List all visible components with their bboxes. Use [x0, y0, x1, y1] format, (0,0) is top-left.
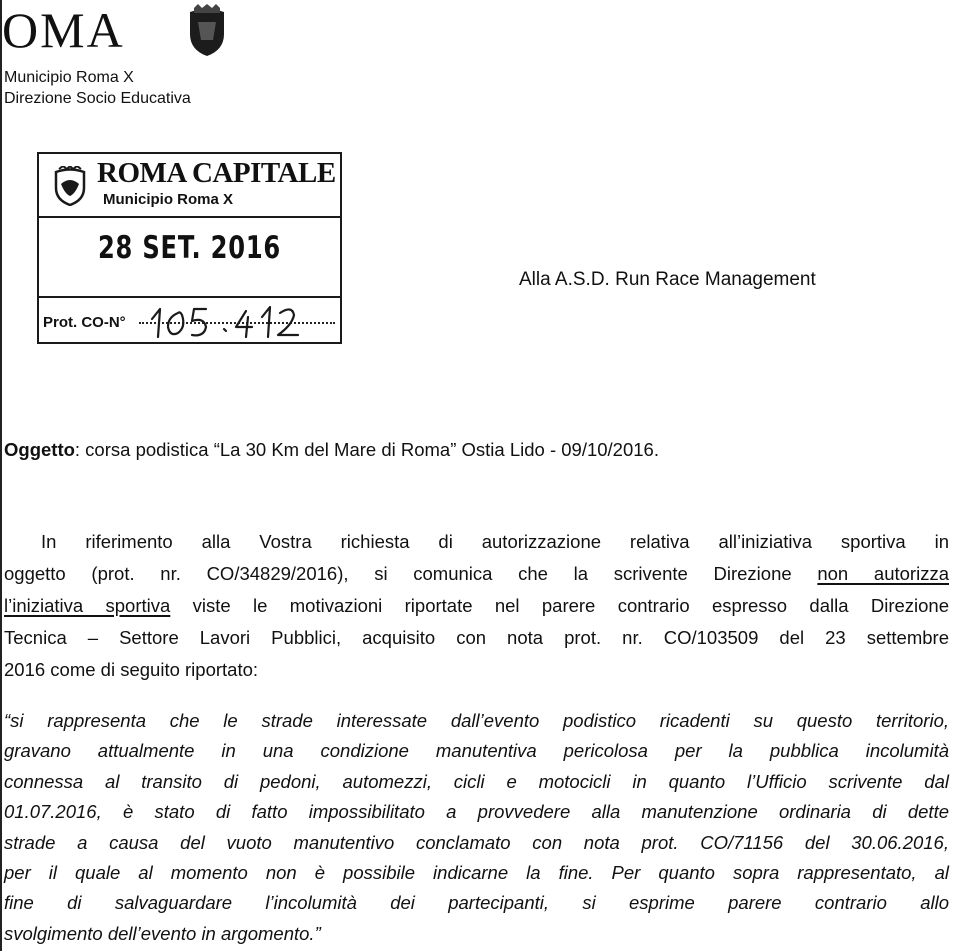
subject-line [4, 438, 659, 462]
not-authorized-text: non autorizza [817, 563, 949, 584]
department-name: Direzione Socio Educativa [4, 90, 191, 107]
stamp-subtitle: Municipio Roma X [103, 191, 234, 208]
quote-line: per il quale al momento non è possibile indicarne la fine. Per quanto sopra rappresentato, al [4, 862, 949, 884]
quoted-opinion-paragraph [4, 706, 949, 949]
quote-line: gravano attualmente in una condizione manutentiva pericolosa per la pubblica incolumità [4, 740, 949, 762]
stamp-protocol-label: Prot. CO-N° [43, 314, 126, 331]
subject-text: : corsa podistica “La 30 Km del Mare di Roma” Ostia Lido - 09/10/2016. [74, 439, 659, 460]
quote-line: 01.07.2016, è stato di fatto impossibilitato a provvedere alla manutenzione ordinaria di dette [4, 801, 949, 823]
quote-line: fine di salvaguardare l’incolumità dei partecipanti, si esprime parere contrario allo [4, 892, 949, 914]
page-left-border [0, 0, 2, 951]
stamp-title: ROMA CAPITALE [97, 157, 336, 189]
body-line-4: Tecnica – Settore Lavori Pubblici, acquisito con nota prot. nr. CO/103509 del 23 settembre [4, 627, 949, 648]
quote-line: connessa al transito di pedoni, automezzi, cicli e motocicli in quanto l’Ufficio scrivente dal [4, 770, 949, 792]
stamp-date: 28 SET. 2016 [97, 230, 282, 266]
body-line-1: In riferimento alla Vostra richiesta di autorizzazione relativa all’iniziativa sportiva in [41, 531, 949, 552]
quote-line: “si rappresenta che le strade interessate dall’evento podistico ricadenti su questo territorio, [4, 710, 949, 731]
roma-logo-text: OMA [2, 2, 125, 58]
body-paragraph [4, 526, 949, 686]
municipality-name: Municipio Roma X [4, 69, 134, 86]
body-line-5: 2016 come di seguito riportato: [4, 659, 259, 680]
quote-line: svolgimento dell’evento in argomento.” [4, 922, 321, 944]
roma-crest-icon [186, 4, 228, 58]
body-line-3: l’iniziativa sportiva viste le motivazioni riportate nel parere contrario espresso dalla Direzione [4, 595, 949, 616]
recipient-address: Alla A.S.D. Run Race Management [519, 269, 816, 290]
sport-initiative-text: l’iniziativa sportiva [4, 595, 171, 616]
stamp-crest-icon [53, 166, 87, 206]
handwritten-protocol-number [146, 301, 316, 345]
stamp-header [39, 154, 340, 218]
subject-label: Oggetto [4, 439, 75, 460]
body-line-2: oggetto (prot. nr. CO/34829/2016), si comunica che la scrivente Direzione non autorizza [4, 563, 949, 584]
quote-line: strade a causa del vuoto manutentivo conclamato con nota prot. CO/71156 del 30.06.2016, [4, 831, 949, 853]
